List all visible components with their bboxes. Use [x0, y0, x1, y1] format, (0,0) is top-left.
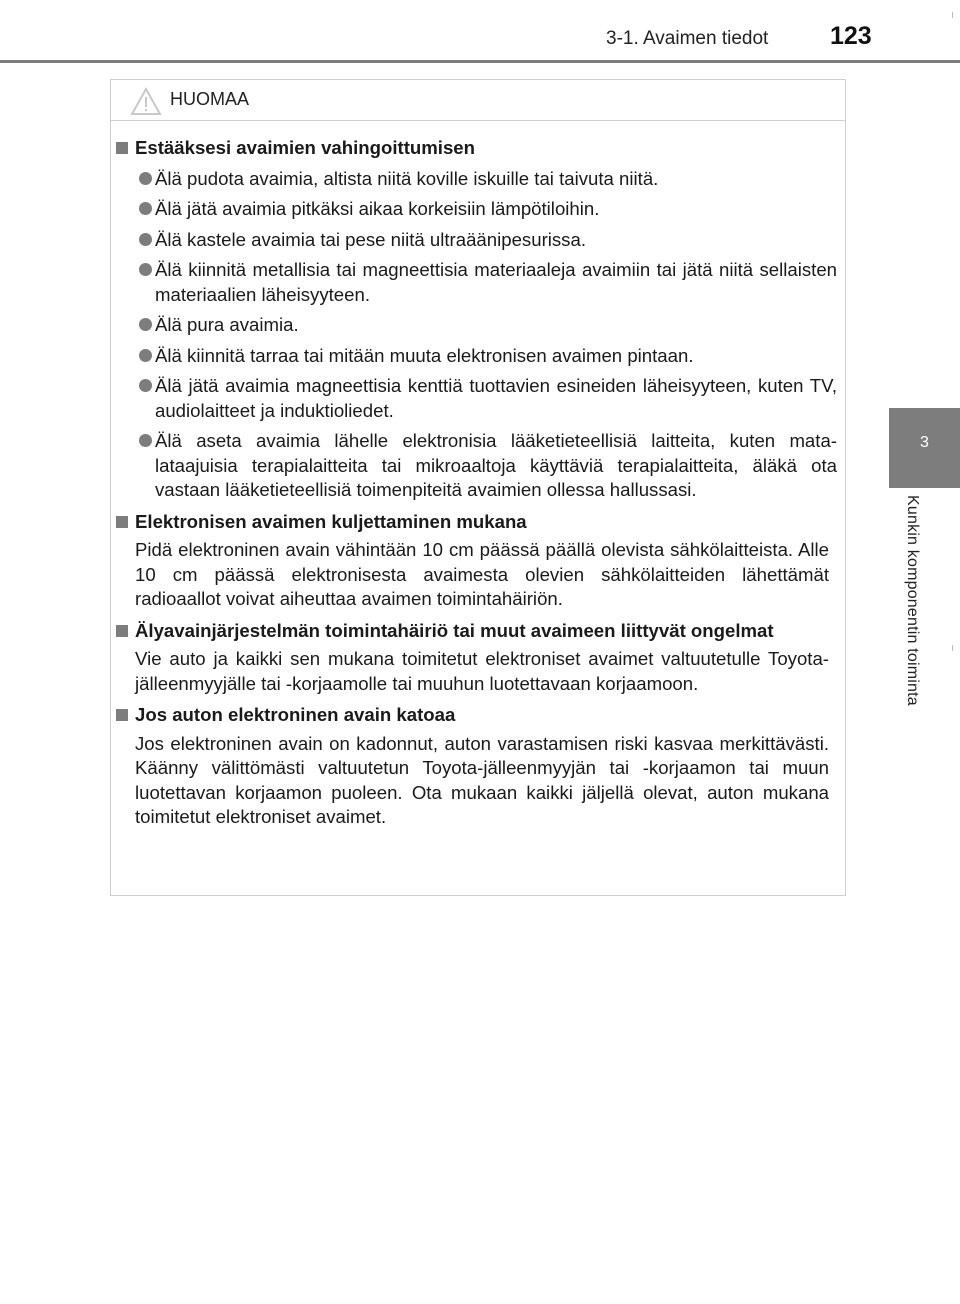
section-paragraph: Pidä elektroninen avain vähintään 10 cm päässä päällä olevista sähkölaitteista. Alle 10 cm päässä elektronisesta avaimesta olevien sähkölaitteiden lähettämät radioaallot voivat aiheuttaa avaimen toimintahäiriön. — [135, 539, 829, 609]
section-heading — [111, 619, 845, 644]
list-item — [111, 429, 845, 503]
section-heading-text: Jos auton elektroninen avain katoaa — [135, 704, 456, 725]
section-heading — [111, 136, 845, 161]
list-item — [111, 228, 845, 253]
list-item-text: Älä jätä avaimia pitkäksi aikaa korkeisiin lämpötiloihin. — [155, 198, 600, 219]
notice-title: HUOMAA — [170, 89, 250, 109]
section-paragraph: Vie auto ja kaikki sen mukana toimitetut elektroniset avaimet valtuutetulle Toyota-jälleenmyyjälle tai -korjaamolle tai muuhun luotettavaan korjaamoon. — [135, 648, 829, 694]
list-item — [111, 197, 845, 222]
warning-triangle-icon — [130, 87, 162, 116]
list-item — [111, 313, 845, 338]
list-item-text: Älä kastele avaimia tai pese niitä ultraäänipesurissa. — [155, 228, 586, 250]
page-number: 123 — [830, 22, 872, 50]
square-bullet-icon — [116, 142, 128, 154]
list-item — [111, 374, 845, 423]
chapter-tab — [889, 408, 960, 488]
list-item — [111, 167, 845, 192]
crop-mark — [952, 645, 953, 651]
bullet-dot-icon — [139, 202, 152, 215]
bullet-dot-icon — [139, 172, 152, 185]
bullet-dot-icon — [139, 379, 152, 392]
section-heading-text: Estääksesi avaimien vahingoittumisen — [135, 137, 475, 158]
bullet-dot-icon — [139, 263, 152, 276]
crop-mark — [952, 12, 953, 18]
list-item-text: Älä pura avaimia. — [155, 314, 299, 335]
list-item-text: Älä aseta avaimia lähelle elektronisia lääketieteellisiä laitteita, kuten matalataajuisia terapialaitteita tai mikroaaltoja käyttäviä terapialaitteita, äläkä ota vastaan lääketieteellisiä toimenpiteitä avaimien ollessa hallussasi. — [155, 430, 837, 500]
list-item — [111, 258, 845, 307]
bullet-dot-icon — [139, 349, 152, 362]
header-rule — [0, 60, 960, 63]
list-item-text: Älä jätä avaimia magneettisia kenttiä tuottavien esineiden läheisyyteen, kuten TV, audiolaitteet ja induktioliedet. — [155, 375, 837, 421]
notice-section — [111, 510, 845, 612]
notice-section — [111, 703, 845, 830]
notice-section — [111, 136, 845, 503]
list-item-text: Älä pudota avaimia, altista niitä koville iskuille tai taivuta niitä. — [155, 167, 659, 189]
section-heading-text: Älyavainjärjestelmän toimintahäiriö tai muut avaimeen liittyvät ongelmat — [135, 619, 774, 641]
section-heading — [111, 703, 845, 728]
bullet-dot-icon — [139, 318, 152, 331]
list-item-text: Älä kiinnitä tarraa tai mitään muuta elektronisen avaimen pintaan. — [155, 344, 694, 366]
notice-content — [111, 136, 845, 837]
section-paragraph: Jos elektroninen avain on kadonnut, auton varastamisen riski kasvaa merkittävästi. Käänny välittömästi valtuutetun Toyota-jälleenmyyjän tai -korjaamon tai muun luotettavan korjaamon puoleen. Ota mukaan kaikki jäljellä olevat, auton mukana toimitetut elektroniset avaimet. — [135, 732, 829, 827]
header-section-title: 3-1. Avaimen tiedot — [606, 28, 769, 49]
square-bullet-icon — [116, 516, 128, 528]
list-item-text: Älä kiinnitä metallisia tai magneettisia materiaaleja avaimiin tai jätä niitä sellaisten materiaalien läheisyyteen. — [155, 259, 837, 305]
notice-section — [111, 619, 845, 697]
notice-header — [111, 80, 845, 121]
chapter-title: Kunkin komponentin toiminta — [904, 495, 921, 706]
section-heading-text: Elektronisen avaimen kuljettaminen mukana — [135, 510, 527, 532]
section-heading — [111, 510, 845, 535]
list-item — [111, 344, 845, 369]
notice-box — [110, 79, 846, 896]
chapter-number: 3 — [920, 434, 929, 451]
square-bullet-icon — [116, 709, 128, 721]
square-bullet-icon — [116, 625, 128, 637]
bullet-dot-icon — [139, 233, 152, 246]
bullet-dot-icon — [139, 434, 152, 447]
